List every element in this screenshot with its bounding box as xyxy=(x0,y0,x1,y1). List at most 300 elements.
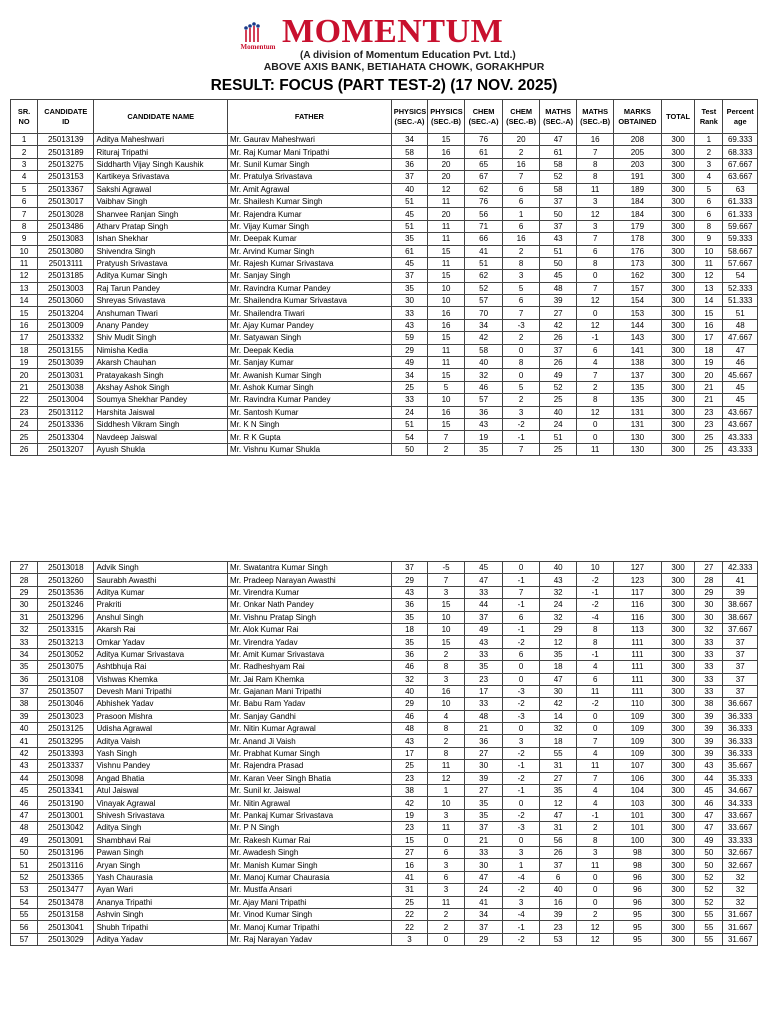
table-cell: 50 xyxy=(11,846,38,858)
table-cell: 15 xyxy=(428,245,465,257)
table-cell: 0 xyxy=(503,834,540,846)
table-cell: 23 xyxy=(695,406,723,418)
table-cell: 67.667 xyxy=(723,158,758,170)
table-cell: 25 xyxy=(11,431,38,443)
table-cell: Pratyush Srivastava xyxy=(94,257,228,269)
table-cell: Mr. Vishnu Kumar Shukla xyxy=(227,443,391,455)
table-cell: 3 xyxy=(503,735,540,747)
table-cell: Mr. Radheshyam Rai xyxy=(227,661,391,673)
table-cell: 39 xyxy=(539,295,577,307)
table-cell: 123 xyxy=(613,574,661,586)
table-row xyxy=(11,574,758,586)
table-cell: 0 xyxy=(503,797,540,809)
table-cell: 0 xyxy=(428,933,465,945)
table-cell: 109 xyxy=(613,735,661,747)
table-row xyxy=(11,257,758,269)
table-cell: 130 xyxy=(613,443,661,455)
table-cell: Mr. Gaurav Maheshwari xyxy=(227,134,391,146)
table-row xyxy=(11,710,758,722)
table-cell: 4 xyxy=(577,747,614,759)
table-cell: 20 xyxy=(428,158,465,170)
table-cell: -2 xyxy=(503,418,540,430)
table-cell: 2 xyxy=(428,735,465,747)
table-cell: 300 xyxy=(661,208,694,220)
table-cell: 51 xyxy=(11,859,38,871)
table-cell: 19 xyxy=(464,431,503,443)
table-cell: 300 xyxy=(661,195,694,207)
table-cell: 45 xyxy=(11,785,38,797)
table-cell: Aditya Kumar Singh xyxy=(94,270,228,282)
table-cell: 26 xyxy=(539,332,577,344)
table-cell: Mr. Vinod Kumar Singh xyxy=(227,908,391,920)
table-cell: 29 xyxy=(391,698,428,710)
table-cell: Mr. Virendra Yadav xyxy=(227,636,391,648)
table-cell: Akarsh Chauhan xyxy=(94,357,228,369)
table-cell: -2 xyxy=(577,599,614,611)
table-cell: 6 xyxy=(503,648,540,660)
table-cell: 10 xyxy=(577,562,614,574)
table-cell: 6 xyxy=(503,183,540,195)
table-cell: 21 xyxy=(464,723,503,735)
table-cell: 54 xyxy=(723,270,758,282)
table-cell: 300 xyxy=(661,344,694,356)
table-cell: 65 xyxy=(464,158,503,170)
column-header: CHEM (SEC.-A) xyxy=(464,100,503,134)
table-row xyxy=(11,908,758,920)
table-cell: 11 xyxy=(577,685,614,697)
table-cell: 25013189 xyxy=(38,146,94,158)
table-cell: Mr. Sunil kr. Jaiswal xyxy=(227,785,391,797)
table-cell: 35.667 xyxy=(723,760,758,772)
table-cell: 18 xyxy=(391,623,428,635)
table-cell: 34 xyxy=(464,319,503,331)
table-cell: -1 xyxy=(503,785,540,797)
table-cell: 101 xyxy=(613,822,661,834)
table-cell: Mr. Shailendra Tiwari xyxy=(227,307,391,319)
table-cell: Aryan Singh xyxy=(94,859,228,871)
table-cell: 25013478 xyxy=(38,896,94,908)
table-cell: 25013204 xyxy=(38,307,94,319)
table-cell: 44 xyxy=(695,772,723,784)
table-cell: 23 xyxy=(695,418,723,430)
table-cell: Mr. Sunil Kumar Singh xyxy=(227,158,391,170)
tagline: (A division of Momentum Education Pvt. Ltd.) xyxy=(300,50,516,61)
table-cell: 39 xyxy=(539,908,577,920)
table-cell: 25013275 xyxy=(38,158,94,170)
table-cell: 0 xyxy=(503,661,540,673)
table-cell: 47 xyxy=(464,574,503,586)
table-cell: 9 xyxy=(11,233,38,245)
table-cell: 5 xyxy=(695,183,723,195)
table-cell: 51 xyxy=(464,257,503,269)
table-cell: 53 xyxy=(539,933,577,945)
table-cell: 25013125 xyxy=(38,723,94,735)
table-cell: 52 xyxy=(539,381,577,393)
table-cell: 33 xyxy=(464,586,503,598)
table-cell: 43.667 xyxy=(723,406,758,418)
table-cell: 26 xyxy=(539,357,577,369)
table-cell: 2 xyxy=(428,921,465,933)
table-cell: Mr. Pankaj Kumar Srivastava xyxy=(227,809,391,821)
table-cell: 38.667 xyxy=(723,611,758,623)
table-cell: Mr. Rakesh Kumar Rai xyxy=(227,834,391,846)
table-cell: Ayan Wari xyxy=(94,884,228,896)
table-cell: 45 xyxy=(695,785,723,797)
table-cell: -1 xyxy=(503,574,540,586)
table-cell: 36 xyxy=(464,735,503,747)
table-cell: 22 xyxy=(391,908,428,920)
table-cell: 45 xyxy=(464,562,503,574)
table-cell: 25013477 xyxy=(38,884,94,896)
table-cell: 8 xyxy=(577,171,614,183)
table-cell: 0 xyxy=(577,896,614,908)
table-cell: 10 xyxy=(428,797,465,809)
table-cell: 27 xyxy=(695,562,723,574)
table-cell: 37 xyxy=(723,648,758,660)
table-cell: 98 xyxy=(613,859,661,871)
table-cell: 15 xyxy=(428,418,465,430)
table-cell: 35 xyxy=(391,636,428,648)
table-cell: 18 xyxy=(539,735,577,747)
table-cell: 0 xyxy=(577,270,614,282)
table-row xyxy=(11,431,758,443)
table-cell: 34 xyxy=(464,908,503,920)
table-cell: 54 xyxy=(391,431,428,443)
table-cell: 36 xyxy=(391,599,428,611)
table-cell: Mr. Shailendra Kumar Srivastava xyxy=(227,295,391,307)
table-cell: 135 xyxy=(613,381,661,393)
table-cell: 0 xyxy=(503,369,540,381)
table-cell: 33.667 xyxy=(723,809,758,821)
table-cell: 3 xyxy=(695,158,723,170)
table-cell: 300 xyxy=(661,896,694,908)
table-cell: Mr. Santosh Kumar xyxy=(227,406,391,418)
table-cell: 16 xyxy=(577,134,614,146)
table-cell: 27 xyxy=(539,307,577,319)
table-cell: 25 xyxy=(391,381,428,393)
table-cell: 143 xyxy=(613,332,661,344)
table-row xyxy=(11,443,758,455)
table-cell: Akarsh Rai xyxy=(94,623,228,635)
table-cell: 12 xyxy=(577,319,614,331)
table-cell: 32 xyxy=(539,723,577,735)
table-cell: 37 xyxy=(723,673,758,685)
table-cell: 25013153 xyxy=(38,171,94,183)
table-cell: 6 xyxy=(503,611,540,623)
table-cell: 25013332 xyxy=(38,332,94,344)
table-cell: 11 xyxy=(428,344,465,356)
table-cell: 47 xyxy=(539,134,577,146)
table-cell: 43 xyxy=(464,636,503,648)
table-cell: 36.333 xyxy=(723,710,758,722)
table-cell: 36 xyxy=(11,673,38,685)
table-cell: Mr. P N Singh xyxy=(227,822,391,834)
column-header: MATHS (SEC.-A) xyxy=(539,100,577,134)
table-cell: -3 xyxy=(503,685,540,697)
table-cell: 154 xyxy=(613,295,661,307)
table-cell: 15 xyxy=(11,307,38,319)
table-cell: Advik Singh xyxy=(94,562,228,574)
table-cell: 33 xyxy=(464,698,503,710)
table-cell: 10 xyxy=(428,295,465,307)
table-cell: 25013031 xyxy=(38,369,94,381)
table-cell: Aditya Maheshwari xyxy=(94,134,228,146)
table-cell: 23 xyxy=(11,406,38,418)
table-cell: 1 xyxy=(503,208,540,220)
table-cell: 49 xyxy=(695,834,723,846)
table-cell: 42 xyxy=(539,698,577,710)
table-cell: 11 xyxy=(428,257,465,269)
table-cell: 24 xyxy=(539,418,577,430)
table-cell: 52 xyxy=(464,282,503,294)
column-header: SR. NO xyxy=(11,100,38,134)
table-cell: 35 xyxy=(539,648,577,660)
table-cell: 7 xyxy=(11,208,38,220)
table-cell: Mr. Onkar Nath Pandey xyxy=(227,599,391,611)
table-cell: 57 xyxy=(11,933,38,945)
table-cell: 0 xyxy=(577,710,614,722)
table-cell: 12 xyxy=(577,933,614,945)
table-cell: 25013018 xyxy=(38,562,94,574)
table-cell: 189 xyxy=(613,183,661,195)
table-cell: 24 xyxy=(464,884,503,896)
table-row xyxy=(11,760,758,772)
table-cell: 300 xyxy=(661,760,694,772)
table-cell: Mr. Virendra Kumar xyxy=(227,586,391,598)
table-cell: 11 xyxy=(428,357,465,369)
table-cell: 25013536 xyxy=(38,586,94,598)
table-cell: 3 xyxy=(11,158,38,170)
table-row xyxy=(11,599,758,611)
table-cell: 37 xyxy=(539,220,577,232)
table-cell: 59.667 xyxy=(723,220,758,232)
table-cell: 47 xyxy=(539,673,577,685)
table-cell: Mr. Raj Kumar Mani Tripathi xyxy=(227,146,391,158)
table-cell: Mr. Manoj Kumar Tripathi xyxy=(227,921,391,933)
table-cell: 43 xyxy=(391,586,428,598)
table-cell: 25013486 xyxy=(38,220,94,232)
results-table-page2 xyxy=(10,561,758,946)
table-cell: 76 xyxy=(464,134,503,146)
table-cell: 46 xyxy=(391,661,428,673)
table-cell: 35 xyxy=(464,661,503,673)
column-header: PHYSICS (SEC.-A) xyxy=(391,100,428,134)
table-row xyxy=(11,406,758,418)
table-cell: 25013001 xyxy=(38,809,94,821)
table-cell: 41 xyxy=(464,245,503,257)
table-cell: 300 xyxy=(661,307,694,319)
table-cell: Shambhavi Rai xyxy=(94,834,228,846)
table-row xyxy=(11,772,758,784)
table-cell: 7 xyxy=(577,369,614,381)
table-cell: 33.667 xyxy=(723,822,758,834)
table-cell: 59.333 xyxy=(723,233,758,245)
table-cell: 49 xyxy=(464,623,503,635)
table-row xyxy=(11,846,758,858)
table-cell: Vishnu Pandey xyxy=(94,760,228,772)
table-cell: Mr. Manish Kumar Singh xyxy=(227,859,391,871)
table-cell: Mr. Pradeep Narayan Awasthi xyxy=(227,574,391,586)
table-cell: 47 xyxy=(695,822,723,834)
table-cell: 39 xyxy=(695,723,723,735)
table-cell: 0 xyxy=(577,723,614,735)
table-cell: 43.667 xyxy=(723,418,758,430)
table-cell: 96 xyxy=(613,871,661,883)
table-cell: 35 xyxy=(11,661,38,673)
table-cell: 36 xyxy=(464,406,503,418)
table-cell: 12 xyxy=(539,797,577,809)
table-cell: Angad Bhatia xyxy=(94,772,228,784)
table-cell: Mr. Nitin Agrawal xyxy=(227,797,391,809)
table-row xyxy=(11,295,758,307)
table-cell: 20 xyxy=(428,171,465,183)
table-cell: 33 xyxy=(695,636,723,648)
table-cell: 40 xyxy=(539,406,577,418)
table-cell: 25013075 xyxy=(38,661,94,673)
table-cell: 43 xyxy=(11,760,38,772)
table-cell: 37 xyxy=(11,685,38,697)
table-row xyxy=(11,797,758,809)
table-cell: 28 xyxy=(695,574,723,586)
table-cell: 1 xyxy=(11,134,38,146)
table-cell: 51 xyxy=(539,431,577,443)
table-cell: 25013116 xyxy=(38,859,94,871)
table-cell: 11 xyxy=(695,257,723,269)
table-cell: 0 xyxy=(577,884,614,896)
table-cell: 17 xyxy=(391,747,428,759)
table-cell: 31.667 xyxy=(723,921,758,933)
table-cell: 116 xyxy=(613,611,661,623)
table-cell: 25013196 xyxy=(38,846,94,858)
table-cell: 27 xyxy=(464,747,503,759)
table-cell: -2 xyxy=(503,698,540,710)
table-cell: 109 xyxy=(613,747,661,759)
table-cell: Mr. Awanish Kumar Singh xyxy=(227,369,391,381)
table-cell: Prasoon Mishra xyxy=(94,710,228,722)
table-cell: 50 xyxy=(539,208,577,220)
table-cell: 300 xyxy=(661,233,694,245)
table-cell: 117 xyxy=(613,586,661,598)
table-cell: 25013042 xyxy=(38,822,94,834)
table-cell: 12 xyxy=(695,270,723,282)
table-cell: Vinayak Agrawal xyxy=(94,797,228,809)
table-cell: 32 xyxy=(464,369,503,381)
table-cell: Mr. Nitin Kumar Agrawal xyxy=(227,723,391,735)
table-cell: 6 xyxy=(577,344,614,356)
table-cell: 35 xyxy=(391,282,428,294)
table-cell: Mr. K N Singh xyxy=(227,418,391,430)
table-cell: -1 xyxy=(503,760,540,772)
table-cell: 29 xyxy=(11,586,38,598)
table-cell: 101 xyxy=(613,809,661,821)
table-row xyxy=(11,418,758,430)
table-cell: 51 xyxy=(391,195,428,207)
table-row xyxy=(11,270,758,282)
table-cell: 21 xyxy=(11,381,38,393)
table-cell: 49 xyxy=(11,834,38,846)
table-cell: 137 xyxy=(613,369,661,381)
table-cell: 15 xyxy=(428,332,465,344)
table-cell: 31 xyxy=(539,760,577,772)
table-cell: Mr. Vijay Kumar Singh xyxy=(227,220,391,232)
table-cell: 36.333 xyxy=(723,723,758,735)
table-cell: Mr. Deepak Kumar xyxy=(227,233,391,245)
table-cell: -5 xyxy=(428,562,465,574)
table-cell: 52 xyxy=(539,171,577,183)
table-cell: Ashtbhuja Rai xyxy=(94,661,228,673)
table-cell: 111 xyxy=(613,673,661,685)
table-cell: 25013039 xyxy=(38,357,94,369)
table-cell: 61 xyxy=(464,146,503,158)
table-cell: 15 xyxy=(428,369,465,381)
table-cell: 43 xyxy=(464,418,503,430)
table-row xyxy=(11,245,758,257)
table-cell: 3 xyxy=(428,673,465,685)
table-cell: 25013052 xyxy=(38,648,94,660)
table-row xyxy=(11,685,758,697)
table-cell: 37 xyxy=(539,195,577,207)
table-cell: 162 xyxy=(613,270,661,282)
table-cell: Mr. Ashok Kumar Singh xyxy=(227,381,391,393)
table-cell: 4 xyxy=(577,785,614,797)
table-row xyxy=(11,171,758,183)
table-cell: 39 xyxy=(11,710,38,722)
table-cell: 16 xyxy=(428,685,465,697)
table-cell: Mr. Gajanan Mani Tripathi xyxy=(227,685,391,697)
table-cell: 300 xyxy=(661,834,694,846)
table-cell: 12 xyxy=(428,772,465,784)
table-cell: 38 xyxy=(695,698,723,710)
table-row xyxy=(11,394,758,406)
table-cell: 203 xyxy=(613,158,661,170)
table-cell: 8 xyxy=(577,636,614,648)
table-cell: 109 xyxy=(613,723,661,735)
table-cell: 25013111 xyxy=(38,257,94,269)
table-cell: 2 xyxy=(503,394,540,406)
table-cell: 8 xyxy=(577,623,614,635)
table-cell: 36 xyxy=(391,158,428,170)
table-cell: 34 xyxy=(391,134,428,146)
table-row xyxy=(11,146,758,158)
table-cell: 58.667 xyxy=(723,245,758,257)
table-cell: 2 xyxy=(428,443,465,455)
table-cell: 45 xyxy=(391,257,428,269)
table-cell: 68.333 xyxy=(723,146,758,158)
table-cell: 37 xyxy=(464,822,503,834)
table-cell: 300 xyxy=(661,134,694,146)
table-cell: 41 xyxy=(391,871,428,883)
table-cell: 300 xyxy=(661,146,694,158)
table-cell: Aditya Singh xyxy=(94,822,228,834)
table-cell: 40 xyxy=(464,357,503,369)
table-cell: 46 xyxy=(11,797,38,809)
table-cell: 300 xyxy=(661,443,694,455)
table-cell: 7 xyxy=(577,146,614,158)
table-cell: 59 xyxy=(391,332,428,344)
table-cell: 16 xyxy=(428,146,465,158)
table-cell: 20 xyxy=(428,208,465,220)
table-cell: 58 xyxy=(539,158,577,170)
table-cell: 3 xyxy=(577,846,614,858)
table-row xyxy=(11,661,758,673)
table-cell: -1 xyxy=(503,431,540,443)
table-cell: 6 xyxy=(428,846,465,858)
table-cell: 6 xyxy=(428,871,465,883)
table-cell: 25013041 xyxy=(38,921,94,933)
table-cell: Pratayakash Singh xyxy=(94,369,228,381)
table-cell: 300 xyxy=(661,933,694,945)
table-cell: 15 xyxy=(428,134,465,146)
